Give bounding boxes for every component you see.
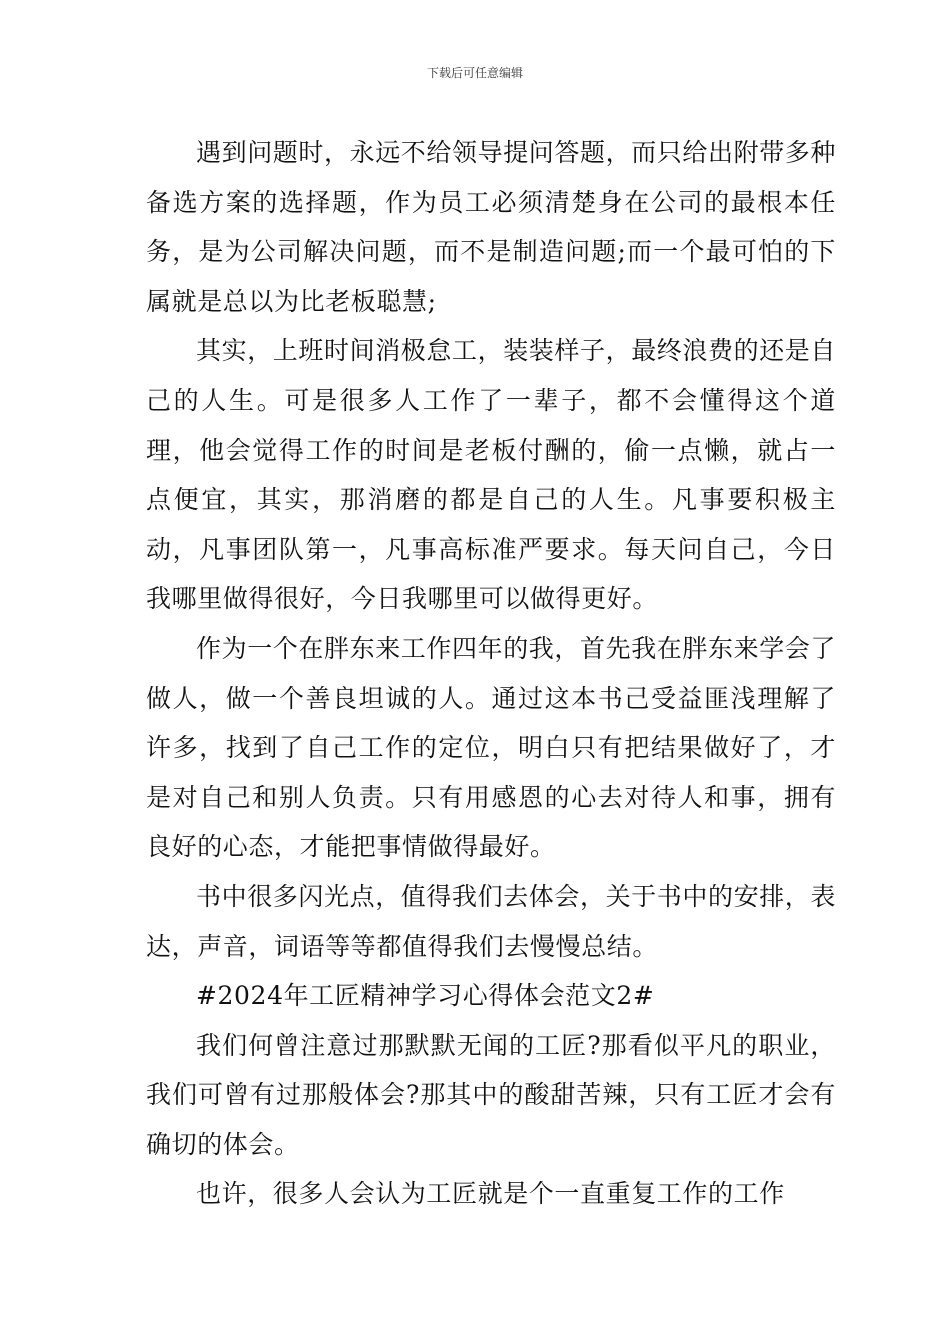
paragraph-1: 遇到问题时，永远不给领导提问答题，而只给出附带多种备选方案的选择题，作为员工必须清楚身在公司的最根本任务，是为公司解决问题，而不是制造问题;而一个最可怕的下属就是总以为比老板聪慧; — [146, 138, 837, 316]
paragraph-4: 书中很多闪光点，值得我们去体会，关于书中的安排，表达，声音，词语等等都值得我们去慢慢总结。 — [146, 881, 837, 961]
paragraph-2: 其实，上班时间消极怠工，装装样子，最终浪费的还是自己的人生。可是很多人工作了一辈子，都不会懂得这个道理，他会觉得工作的时间是老板付酬的，偷一点懒，就占一点便宜，其实，那消磨的都是自己的人生。凡事要积极主动，凡事团队第一，凡事高标准严要求。每天问自己，今日我哪里做得很好，今日我哪里可以做得更好。 — [146, 336, 837, 614]
paragraph-6: 也许，很多人会认为工匠就是个一直重复工作的工作 — [196, 1179, 785, 1209]
paragraph-3: 作为一个在胖东来工作四年的我，首先我在胖东来学会了做人，做一个善良坦诚的人。通过这本书己受益匪浅理解了许多，找到了自己工作的定位，明白只有把结果做好了，才是对自己和别人负责。只有用感恩的心去对待人和事，拥有良好的心态，才能把事情做得最好。 — [146, 633, 837, 862]
page-header-note: 下载后可任意编辑 — [426, 66, 523, 80]
paragraph-5: 我们何曾注意过那默默无闻的工匠?那看似平凡的职业，我们可曾有过那般体会?那其中的酸甜苦辣，只有工匠才会有确切的体会。 — [146, 1030, 836, 1159]
section-heading: #2024年工匠精神学习心得体会范文2# — [196, 981, 655, 1011]
document-body — [146, 128, 836, 1219]
